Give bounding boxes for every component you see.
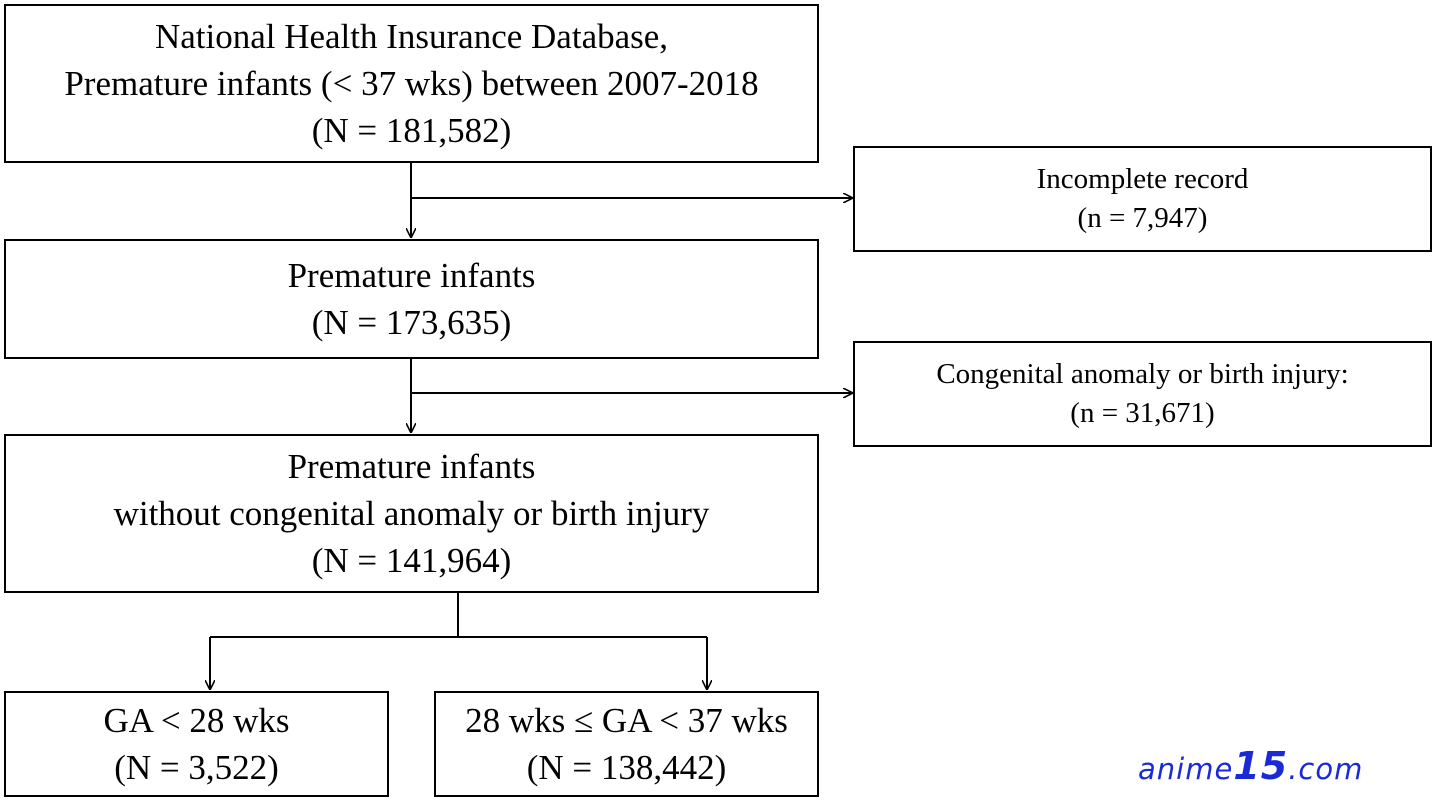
step2-label: Premature infants	[287, 256, 536, 295]
source-line-3: (N = 181,582)	[311, 111, 512, 150]
exclusion-2-count: (n = 31,671)	[1070, 397, 1215, 429]
group-1-count: (N = 3,522)	[114, 748, 279, 787]
step3-count: (N = 141,964)	[311, 541, 512, 580]
watermark-number: 15	[1233, 744, 1289, 788]
group-1-label: GA < 28 wks	[103, 701, 290, 740]
source-line-2: Premature infants (< 37 wks) between 2007-2018	[64, 64, 759, 103]
step3-line-2: without congenital anomaly or birth injury	[113, 494, 710, 533]
exclusion-2-label: Congenital anomaly or birth injury:	[936, 358, 1349, 390]
exclusion-1-count: (n = 7,947)	[1077, 202, 1208, 234]
group-2-count: (N = 138,442)	[526, 748, 727, 787]
exclusion-incomplete-record-box	[853, 146, 1432, 252]
step2-count: (N = 173,635)	[311, 303, 512, 342]
watermark-suffix: .com	[1288, 752, 1364, 786]
infants-without-anomaly-box	[4, 434, 819, 593]
step3-line-1: Premature infants	[287, 447, 536, 486]
group-ga-28-to-37-box	[434, 691, 819, 797]
source-line-1: National Health Insurance Database,	[154, 17, 669, 56]
source-population-box	[4, 4, 819, 163]
exclusion-1-label: Incomplete record	[1036, 163, 1249, 195]
group-2-label: 28 wks ≤ GA < 37 wks	[465, 701, 788, 740]
group-ga-under-28-box	[4, 691, 389, 797]
watermark-prefix: anime	[1138, 752, 1234, 786]
watermark	[1138, 744, 1363, 788]
exclusion-congenital-anomaly-box	[853, 341, 1432, 447]
premature-infants-box	[4, 239, 819, 359]
